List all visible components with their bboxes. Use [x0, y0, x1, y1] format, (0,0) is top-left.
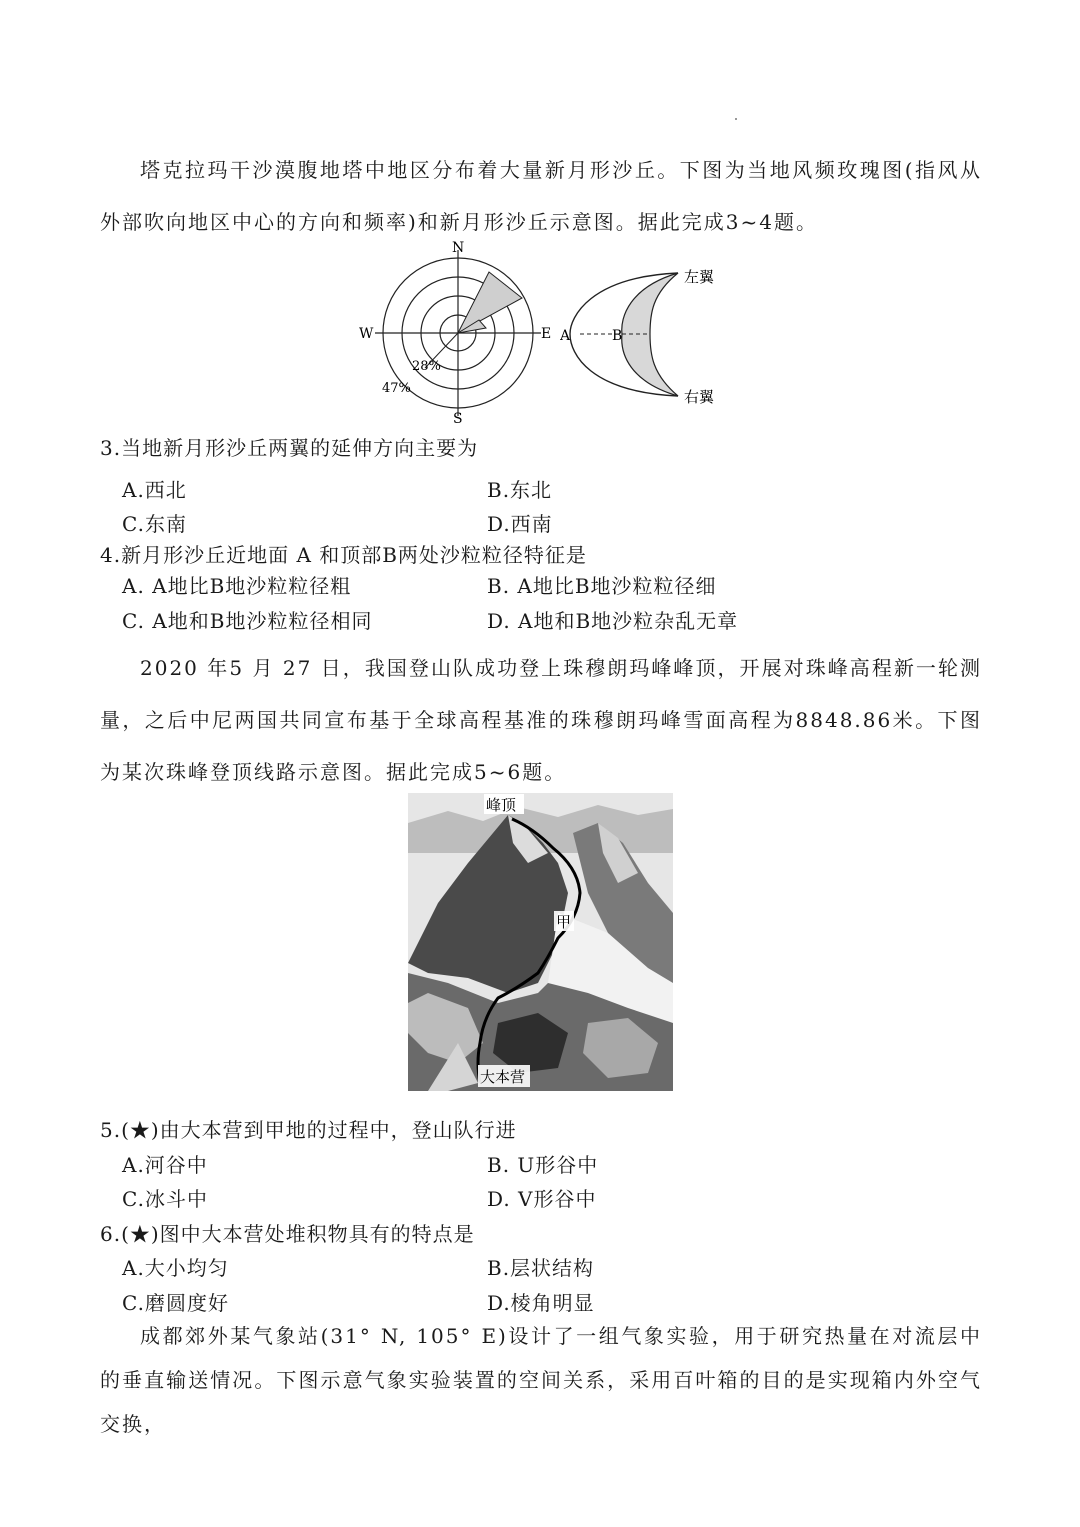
photo-label-jia: 甲 — [556, 913, 572, 931]
rose-label-s: S — [453, 411, 463, 425]
q6-option-a: A.大小均匀 — [122, 1256, 229, 1280]
rose-label-e: E — [541, 326, 552, 342]
scan-speck — [735, 118, 737, 120]
q3-option-c: C.东南 — [122, 512, 187, 536]
photo-label-base-camp: 大本营 — [480, 1068, 526, 1086]
q6-option-d: D.棱角明显 — [487, 1291, 595, 1315]
rose-label-47: 47% — [382, 381, 411, 396]
dune-label-b: B — [612, 328, 623, 344]
everest-route-photo — [408, 793, 673, 1091]
q3-option-d: D.西南 — [487, 512, 553, 536]
q5-option-b: B. U形谷中 — [487, 1153, 599, 1177]
question-6-stem: 6.(★)图中大本营处堆积物具有的特点是 — [100, 1222, 475, 1246]
dune-label-left-wing: 左翼 — [684, 268, 715, 286]
q6-option-b: B.层状结构 — [487, 1256, 595, 1280]
q3-option-b: B.东北 — [487, 478, 553, 502]
question-4-stem: 4.新月形沙丘近地面 A 和顶部B两处沙粒粒径特征是 — [100, 543, 587, 567]
rose-label-n: N — [452, 240, 465, 256]
q4-option-d: D. A地和B地沙粒杂乱无章 — [487, 609, 739, 633]
rose-label-28: 28% — [412, 359, 441, 374]
question-5-stem: 5.(★)由大本营到甲地的过程中，登山队行进 — [100, 1118, 517, 1142]
q6-option-c: C.磨圆度好 — [122, 1291, 229, 1315]
q4-option-b: B. A地比B地沙粒粒径细 — [487, 574, 717, 598]
intro-paragraph-weather: 成都郊外某气象站(31° N, 105° E)设计了一组气象实验，用于研究热量在对流层中的垂直输送情况。下图示意气象实验装置的空间关系，采用百叶箱的目的是实现箱内外空气交换， — [100, 1324, 982, 1436]
q4-option-c: C. A地和B地沙粒粒径相同 — [122, 609, 373, 633]
question-3-stem: 3.当地新月形沙丘两翼的延伸方向主要为 — [100, 436, 479, 460]
q5-option-c: C.冰斗中 — [122, 1187, 208, 1211]
crescent-dune-diagram — [560, 262, 730, 412]
intro-paragraph-everest: 2020 年5 月 27 日，我国登山队成功登上珠穆朗玛峰峰顶，开展对珠峰高程新一轮测量，之后中尼两国共同宣布基于全球高程基准的珠穆朗玛峰雪面高程为8848.86米。下图为某次珠峰登顶线路示意图。据此完成5~6题。 — [100, 656, 982, 784]
dune-label-right-wing: 右翼 — [684, 388, 715, 406]
q5-option-d: D. V形谷中 — [487, 1187, 597, 1211]
intro-paragraph-dunes: 塔克拉玛干沙漠腹地塔中地区分布着大量新月形沙丘。下图为当地风频玫瑰图(指风从外部吹向地区中心的方向和频率)和新月形沙丘示意图。据此完成3~4题。 — [100, 158, 982, 234]
wind-rose-diagram — [355, 240, 555, 425]
rose-label-w: W — [359, 326, 374, 342]
q3-option-a: A.西北 — [122, 478, 187, 502]
dune-label-a: A — [560, 328, 571, 344]
photo-label-summit: 峰顶 — [486, 796, 517, 814]
q4-option-a: A. A地比B地沙粒粒径粗 — [122, 574, 352, 598]
q5-option-a: A.河谷中 — [122, 1153, 208, 1177]
